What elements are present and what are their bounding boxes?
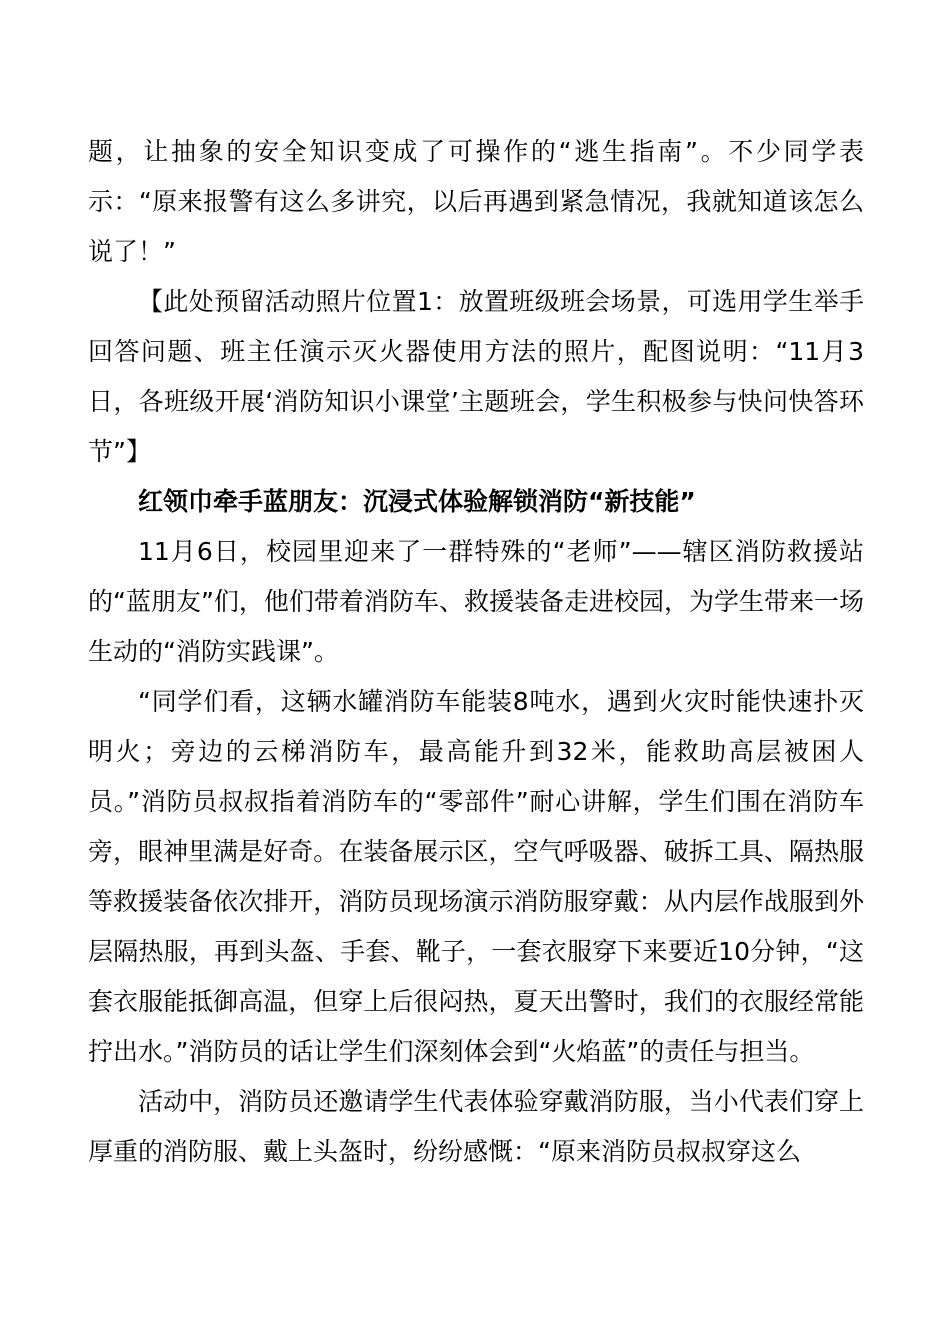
- paragraph-fire-truck-explanation: “同学们看，这辆水罐消防车能装8吨水，遇到火灾时能快速扑灭明火；旁边的云梯消防车，最高能升到32米，能救助高层被困人员。”消防员叔叔指着消防车的“零部件”耐心讲解，学生们围在消防车旁，眼神里满是好奇。在装备展示区，空气呼吸器、破拆工具、隔热服等救援装备依次排开，消防员现场演示消防服穿戴：从内层作战服到外层隔热服，再到头盔、手套、靴子，一套衣服穿下来要近10分钟，“这套衣服能抵御高温，但穿上后很闷热，夏天出警时，我们的衣服经常能拧出水。”消防员的话让学生们深刻体会到“火焰蓝”的责任与担当。: [88, 687, 864, 1066]
- paragraph-photo-placeholder: 【此处预留活动照片位置1：放置班级班会场景，可选用学生举手回答问题、班主任演示灭火器使用方法的照片，配图说明：“11月3日，各班级开展‘消防知识小课堂’主题班会，学生积极参与快问快答环节”】: [88, 287, 864, 466]
- document-page: [88, 127, 864, 1177]
- section-heading: 红领巾牵手蓝朋友：沉浸式体验解锁消防“新技能”: [138, 487, 696, 516]
- paragraph-firefighter-visit: 11月6日，校园里迎来了一群特殊的“老师”——辖区消防救援站的“蓝朋友”们，他们带着消防车、救援装备走进校园，为学生带来一场生动的“消防实践课”。: [88, 537, 864, 666]
- paragraph-student-experience: 活动中，消防员还邀请学生代表体验穿戴消防服，当小代表们穿上厚重的消防服、戴上头盔时，纷纷感慨：“原来消防员叔叔穿这么: [88, 1087, 864, 1166]
- paragraph-escape-guide: 题，让抽象的安全知识变成了可操作的“逃生指南”。不少同学表示：“原来报警有这么多讲究，以后再遇到紧急情况，我就知道该怎么说了！”: [88, 137, 864, 266]
